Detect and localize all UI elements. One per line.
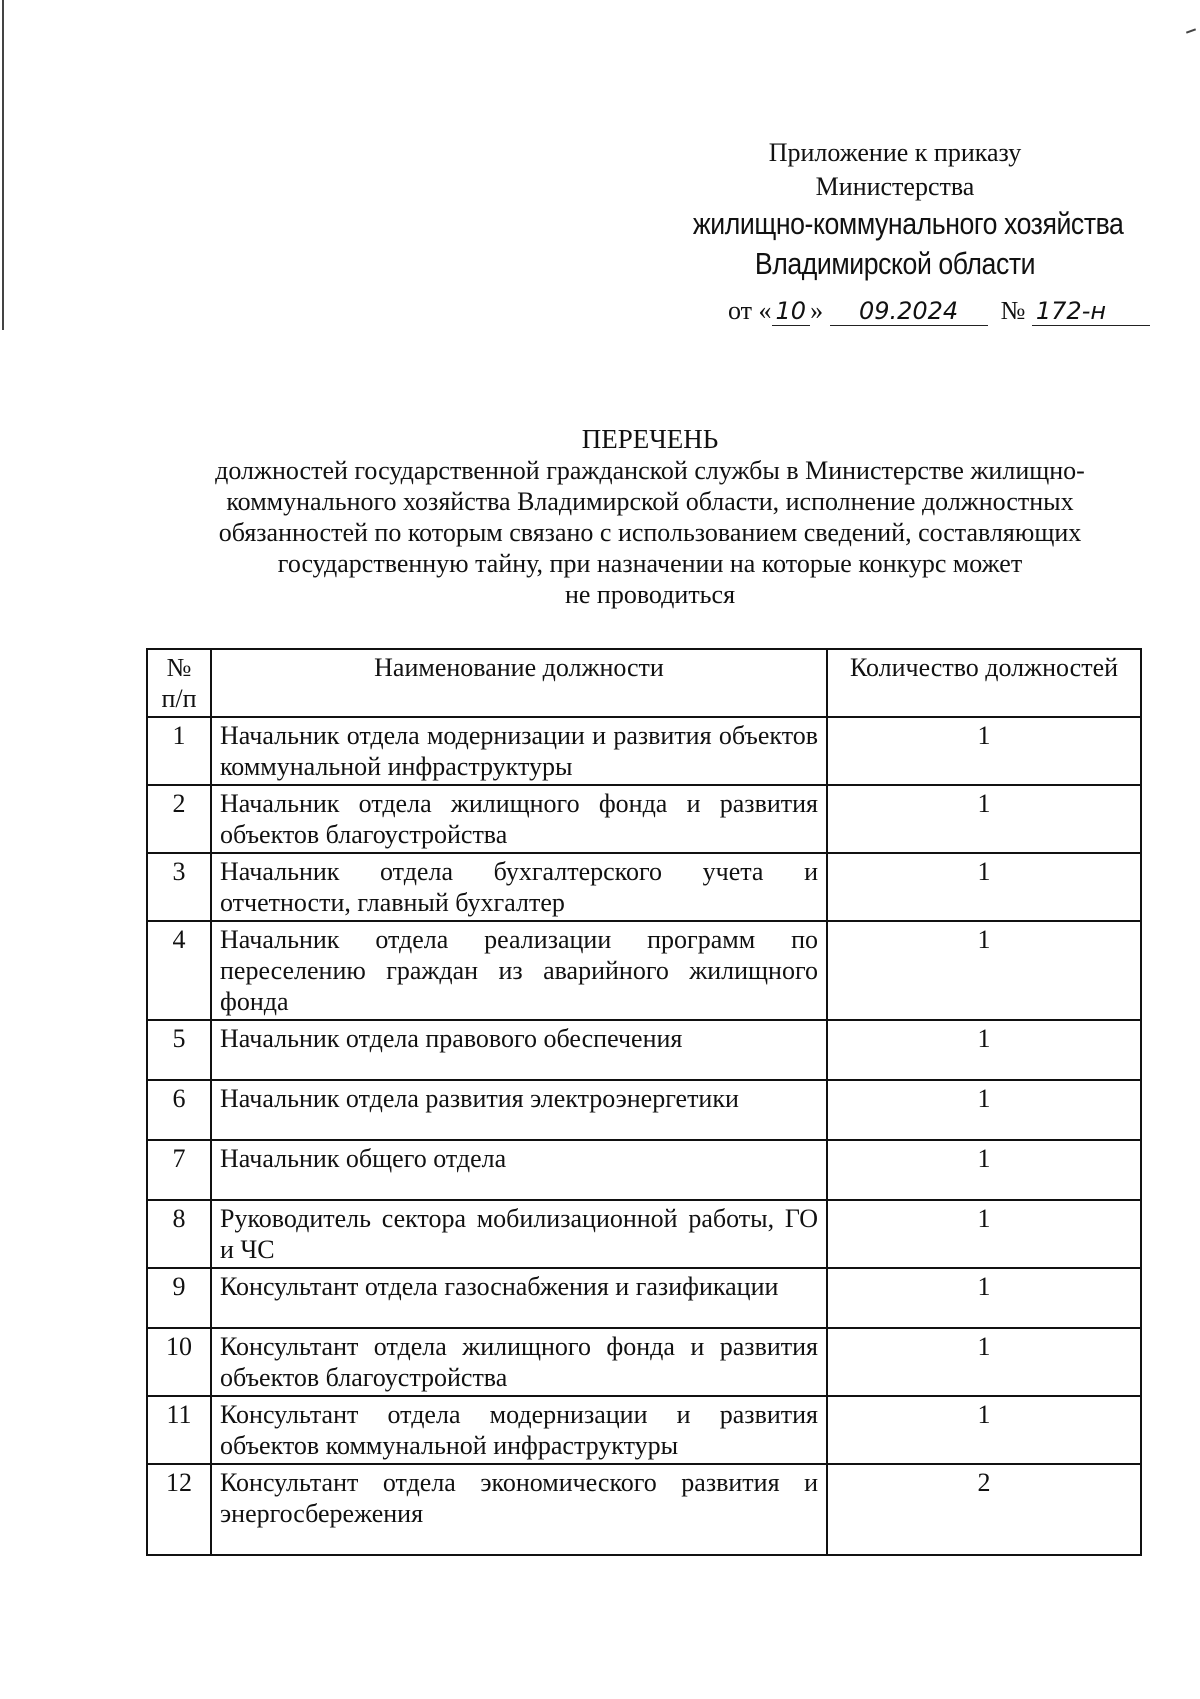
order-month-year: 09.2024 [830, 297, 988, 326]
row-qty: 1 [827, 1200, 1141, 1268]
order-date-number [728, 296, 1150, 326]
table-row [147, 1140, 1141, 1200]
row-name: Начальник отдела реализации программ по переселению граждан из аварийного жилищного фонда [211, 921, 827, 1020]
table-row [147, 717, 1141, 785]
row-num: 2 [147, 785, 211, 853]
order-number: 172-н [1032, 297, 1150, 326]
table-header-row [147, 649, 1141, 717]
row-qty: 2 [827, 1464, 1141, 1555]
row-num: 9 [147, 1268, 211, 1328]
row-name: Консультант отдела жилищного фонда и развития объектов благоустройства [211, 1328, 827, 1396]
row-name: Руководитель сектора мобилизационной работы, ГО и ЧС [211, 1200, 827, 1268]
header-name: Наименование должности [211, 649, 827, 717]
title-heading: ПЕРЕЧЕНЬ [581, 424, 719, 454]
row-name: Консультант отдела газоснабжения и газификации [211, 1268, 827, 1328]
title-line-5: не проводиться [564, 580, 736, 609]
row-name: Начальник общего отдела [211, 1140, 827, 1200]
table-row [147, 785, 1141, 853]
row-name: Консультант отдела экономического развития и энергосбережения [211, 1464, 827, 1555]
row-num: 1 [147, 717, 211, 785]
row-name: Начальник отдела бухгалтерского учета и отчетности, главный бухгалтер [211, 853, 827, 921]
table-row [147, 1020, 1141, 1080]
table-row [147, 1080, 1141, 1140]
title-line-2: коммунального хозяйства Владимирской области, исполнение должностных [226, 487, 1074, 516]
table-row [147, 1200, 1141, 1268]
positions-table [146, 648, 1142, 1556]
annex-header [660, 136, 1130, 284]
row-name: Начальник отдела развития электроэнергетики [211, 1080, 827, 1140]
row-qty: 1 [827, 853, 1141, 921]
order-day: 10 [772, 297, 811, 326]
table-row [147, 1328, 1141, 1396]
annex-line-2: Министерства [815, 172, 975, 201]
title-line-4: государственную тайну, при назначении на которые конкурс может [277, 549, 1023, 578]
date-prefix: от « [728, 296, 772, 325]
table-row [147, 1396, 1141, 1464]
row-num: 7 [147, 1140, 211, 1200]
row-num: 6 [147, 1080, 211, 1140]
table-row [147, 1268, 1141, 1328]
header-qty: Количество должностей [827, 649, 1141, 717]
document-title [160, 424, 1140, 610]
row-name: Консультант отдела модернизации и развития объектов коммунальной инфраструктуры [211, 1396, 827, 1464]
row-num: 12 [147, 1464, 211, 1555]
row-qty: 1 [827, 785, 1141, 853]
number-prefix: № [1000, 296, 1026, 325]
row-num: 3 [147, 853, 211, 921]
scan-edge-mark [2, 0, 4, 330]
row-qty: 1 [827, 1396, 1141, 1464]
annex-line-1: Приложение к приказу [768, 138, 1022, 167]
row-qty: 1 [827, 1020, 1141, 1080]
header-num: № п/п [147, 649, 211, 717]
table-row [147, 1464, 1141, 1555]
title-line-1: должностей государственной гражданской службы в Министерстве жилищно- [215, 456, 1085, 485]
row-num: 8 [147, 1200, 211, 1268]
row-num: 4 [147, 921, 211, 1020]
annex-line-3: жилищно-коммунального хозяйства [692, 206, 1124, 241]
scan-edge-mark [1186, 28, 1196, 33]
table-row [147, 853, 1141, 921]
title-line-3: обязанностей по которым связано с использованием сведений, составляющих [218, 518, 1082, 547]
row-name: Начальник отдела правового обеспечения [211, 1020, 827, 1080]
row-qty: 1 [827, 1268, 1141, 1328]
table-row [147, 921, 1141, 1020]
row-qty: 1 [827, 717, 1141, 785]
row-num: 10 [147, 1328, 211, 1396]
row-num: 11 [147, 1396, 211, 1464]
row-name: Начальник отдела модернизации и развития объектов коммунальной инфраструктуры [211, 717, 827, 785]
annex-line-4: Владимирской области [754, 246, 1036, 281]
row-qty: 1 [827, 1080, 1141, 1140]
row-qty: 1 [827, 1328, 1141, 1396]
row-num: 5 [147, 1020, 211, 1080]
row-name: Начальник отдела жилищного фонда и развития объектов благоустройства [211, 785, 827, 853]
row-qty: 1 [827, 921, 1141, 1020]
row-qty: 1 [827, 1140, 1141, 1200]
date-mid: » [810, 296, 824, 325]
